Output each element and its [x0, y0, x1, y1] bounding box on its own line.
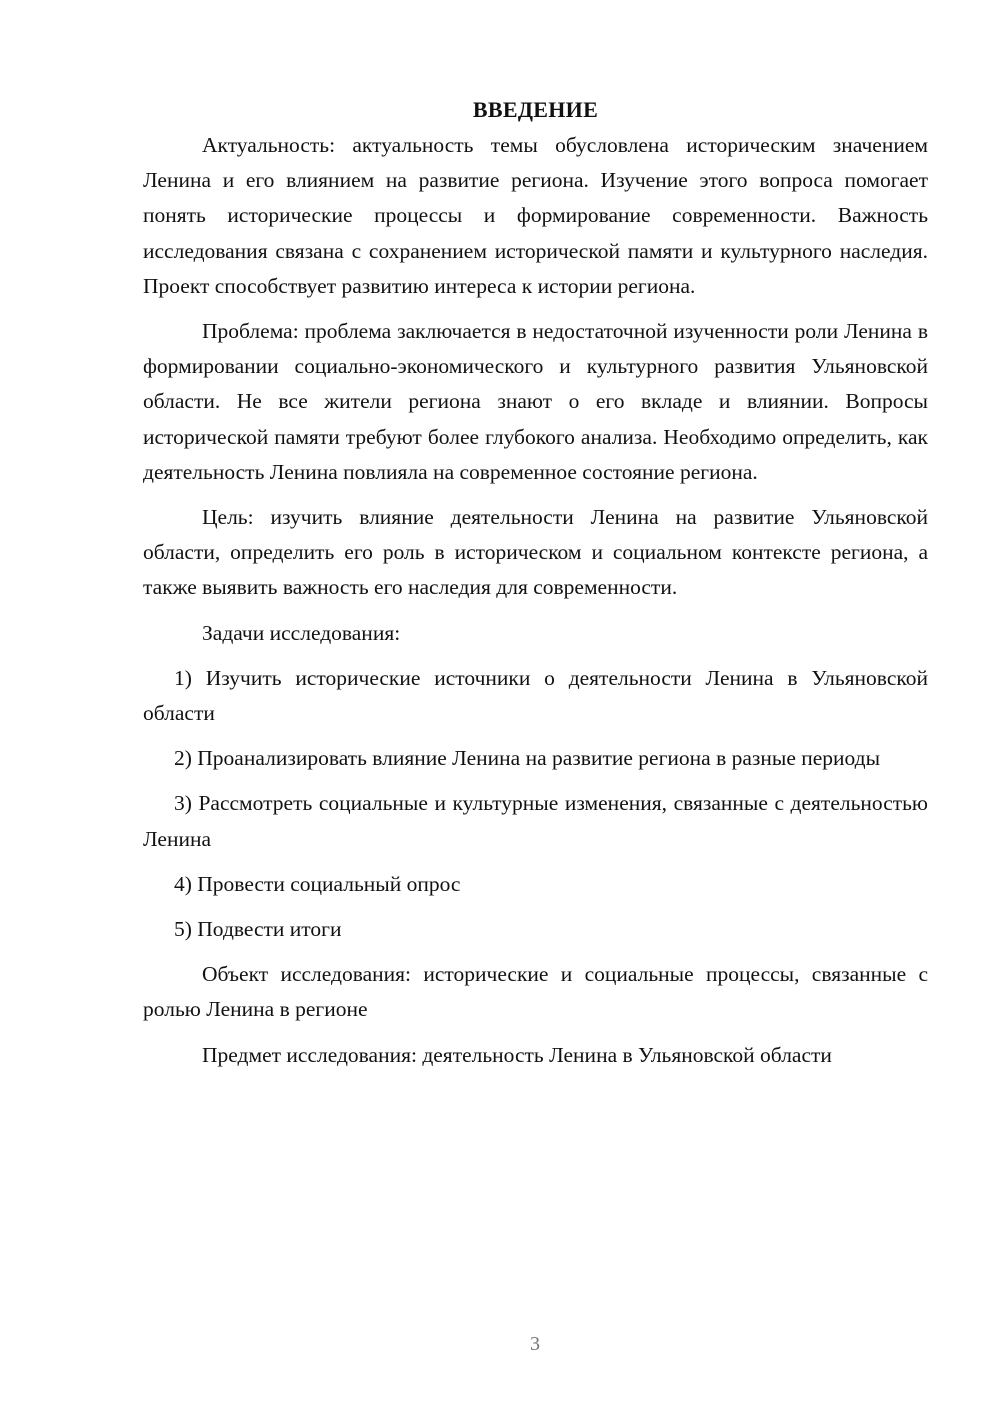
task-item-2: 2) Проанализировать влияние Ленина на развитие региона в разные периоды: [174, 746, 881, 771]
object-paragraph: Объект исследования: исторические и социальные процессы, связанные с ролью Ленина в регионе: [143, 962, 928, 1022]
page-number: 3: [530, 1333, 540, 1355]
document-page: [143, 92, 928, 1073]
tasks-heading: Задачи исследования:: [202, 620, 401, 645]
relevance-paragraph: Актуальность: актуальность темы обусловлена историческим значением Ленина и его влиянием на развитие региона. Изучение этого вопроса помогает понять исторические процессы и формирование современности. Важность исследования связана с сохранением исторической памяти и культурного наследия. Проект способствует развитию интереса к истории региона.: [143, 133, 928, 298]
section-heading: ВВЕДЕНИЕ: [472, 97, 599, 122]
task-item-5: 5) Подвести итоги: [174, 917, 342, 942]
goal-paragraph: Цель: изучить влияние деятельности Ленина на развитие Ульяновской области, определить его роль в историческом и социальном контексте региона, а также выявить важность его наследия для современности.: [143, 505, 928, 600]
task-item-3: 3) Рассмотреть социальные и культурные изменения, связанные с деятельностью Ленина: [143, 791, 928, 851]
problem-paragraph: Проблема: проблема заключается в недостаточной изученности роли Ленина в формировании социально-экономического и культурного развития Ульяновской области. Не все жители региона знают о его вкладе и влиянии. Вопросы исторической памяти требуют более глубокого анализа. Необходимо определить, как деятельность Ленина повлияла на современное состояние региона.: [143, 319, 928, 484]
task-item-1: 1) Изучить исторические источники о деятельности Ленина в Ульяновской области: [143, 665, 928, 726]
task-item-4: 4) Провести социальный опрос: [174, 871, 461, 896]
subject-paragraph: Предмет исследования: деятельность Ленина в Ульяновской области: [202, 1042, 832, 1067]
